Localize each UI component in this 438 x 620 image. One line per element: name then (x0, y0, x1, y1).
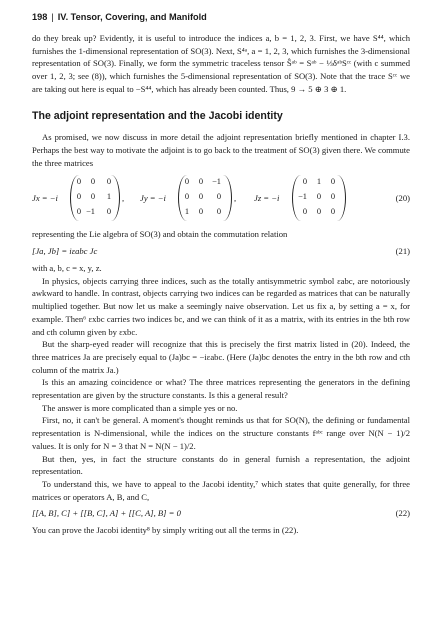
matrix-jx-label: Jx = −i (32, 193, 58, 204)
matrix-entry: 1 (316, 177, 321, 187)
page-number: 198 (32, 12, 48, 22)
matrix-entry: 0 (316, 192, 321, 202)
matrix-entry: 0 (198, 207, 203, 217)
paragraph-2: As promised, we now discuss in more detail the adjoint representation briefly mentioned in chapter I.3. Perhaps the best way to motivate the adjoint is to go back to the treatment of SO(3) given there. We commute the three matrices (32, 132, 410, 168)
equation-20 (32, 175, 410, 223)
matrix-entry: 0 (76, 192, 81, 202)
matrix-jy-label: Jy = −i (140, 193, 166, 204)
matrix-entry: 0 (90, 177, 95, 187)
part-title: IV. Tensor, Covering, and Manifold (57, 12, 207, 22)
matrix-entry: 0 (302, 207, 307, 217)
equation-expression: [Ja, Jb] = iεabc Jc (32, 246, 98, 257)
equation-21 (32, 245, 410, 259)
paragraph-5: In physics, objects carrying three indices, such as the totally antisymmetric symbol εabc, are notoriously awkward to handle. In contrast, objects carrying two indices can be regarded as matrices that can be naturally multiplied together. But now let us make a seemingly naive observation. Let us fix a, by setting a = x, for example. Then⁶ εxbc carries two indices bc, and we can think of it as a matrix, with its entries in the bth row and cth column given by εxbc. (32, 275, 410, 337)
matrix-separator: , (234, 193, 237, 204)
paragraph-7: Is this an amazing coincidence or what? The three matrices representing the generators in the defining representation are given by the structure constants. Is this a general result? (32, 377, 410, 401)
matrix-entry: 0 (216, 207, 221, 217)
equation-number: (21) (395, 246, 410, 257)
paragraph-10: But then, yes, in fact the structure constants do in general furnish a representation, the adjoint representation. (32, 453, 410, 477)
matrix-entry: 0 (76, 177, 81, 187)
paragraph-9: First, no, it can't be general. A moment's thought reminds us that for SO(N), the defining or fundamental representation is N-dimensional, while the indices on the structure constants fᵃᵇᶜ range over N(N − 1)/2 values. It is only for N = 3 that N = N(N − 1)/2. (32, 415, 410, 451)
matrix-jz-label: Jz = −i (254, 193, 280, 204)
section-heading: The adjoint representation and the Jacobi identity (32, 109, 283, 122)
matrix-entry: −1 (212, 177, 221, 187)
page-body (32, 32, 410, 537)
equation-number: (22) (395, 508, 410, 519)
matrix-entry: 1 (184, 207, 189, 217)
paragraph-3: representing the Lie algebra of SO(3) and obtain the commutation relation (32, 229, 288, 240)
equation-22 (32, 507, 410, 521)
matrix-entry: −1 (298, 192, 307, 202)
equation-number: (20) (395, 193, 410, 204)
paragraph-4: with a, b, c = x, y, z. (32, 263, 102, 274)
matrix-entry: 0 (330, 207, 335, 217)
matrix-entry: 0 (302, 177, 307, 187)
matrix-entry: 0 (198, 192, 203, 202)
paragraph-8: The answer is more complicated than a simple yes or no. (42, 402, 238, 413)
equation-expression: [[A, B], C] + [[B, C], A] + [[C, A], B] = 0 (32, 508, 181, 519)
matrix-entry: 1 (106, 192, 111, 202)
header-separator: | (51, 12, 54, 22)
matrix-jx-grid (70, 175, 120, 221)
matrix-entry: 0 (106, 177, 111, 187)
matrix-jy-grid (178, 175, 232, 221)
matrix-entry: −1 (86, 207, 95, 217)
paragraph-6: But the sharp-eyed reader will recognize that this is precisely the first matrix listed in (20). Indeed, the three matrices Ja are precisely equal to (Ja)bc = −iεabc. (Here (Ja)bc denotes the entry in the bth row and cth column of the matrix Ja.) (32, 339, 410, 375)
matrix-entry: 0 (106, 207, 111, 217)
paragraph-12: You can prove the Jacobi identity⁸ by simply writing out all the terms in (22). (32, 525, 299, 536)
matrix-entry: 0 (316, 207, 321, 217)
matrix-entry: 0 (330, 192, 335, 202)
matrix-entry: 0 (216, 192, 221, 202)
paragraph-1: do they break up? Evidently, it is useful to introduce the indices a, b = 1, 2, 3. First, we have S⁴⁴, which furnishes the 1-dimensional representation of SO(3). Next, S⁴ᵃ, a = 1, 2, 3, which furnishes the 3-dimensional representation of SO(3). Finally, we form the symmetric traceless tensor Ŝᵃᵇ = Sᵃᵇ − ⅓δᵃᵇSᶜᶜ (with c summed over 1, 2, 3; see (8)), which furnishes the 5-dimensional representation of SO(3). Note that the trace Sᶜᶜ we are taking out here is equal to −S⁴⁴, which has already been counted. Thus, 9 → 5 ⊕ 3 ⊕ 1. (32, 33, 410, 94)
matrix-entry: 0 (184, 192, 189, 202)
matrix-separator: , (122, 193, 125, 204)
matrix-entry: 0 (330, 177, 335, 187)
matrix-entry: 0 (184, 177, 189, 187)
matrix-jz-grid (292, 175, 346, 221)
matrix-entry: 0 (90, 192, 95, 202)
matrix-entry: 0 (76, 207, 81, 217)
running-header (32, 12, 207, 22)
paragraph-11: To understand this, we have to appeal to the Jacobi identity,⁷ which states that quite generally, for three matrices or operators A, B, and C, (32, 478, 410, 502)
matrix-entry: 0 (198, 177, 203, 187)
